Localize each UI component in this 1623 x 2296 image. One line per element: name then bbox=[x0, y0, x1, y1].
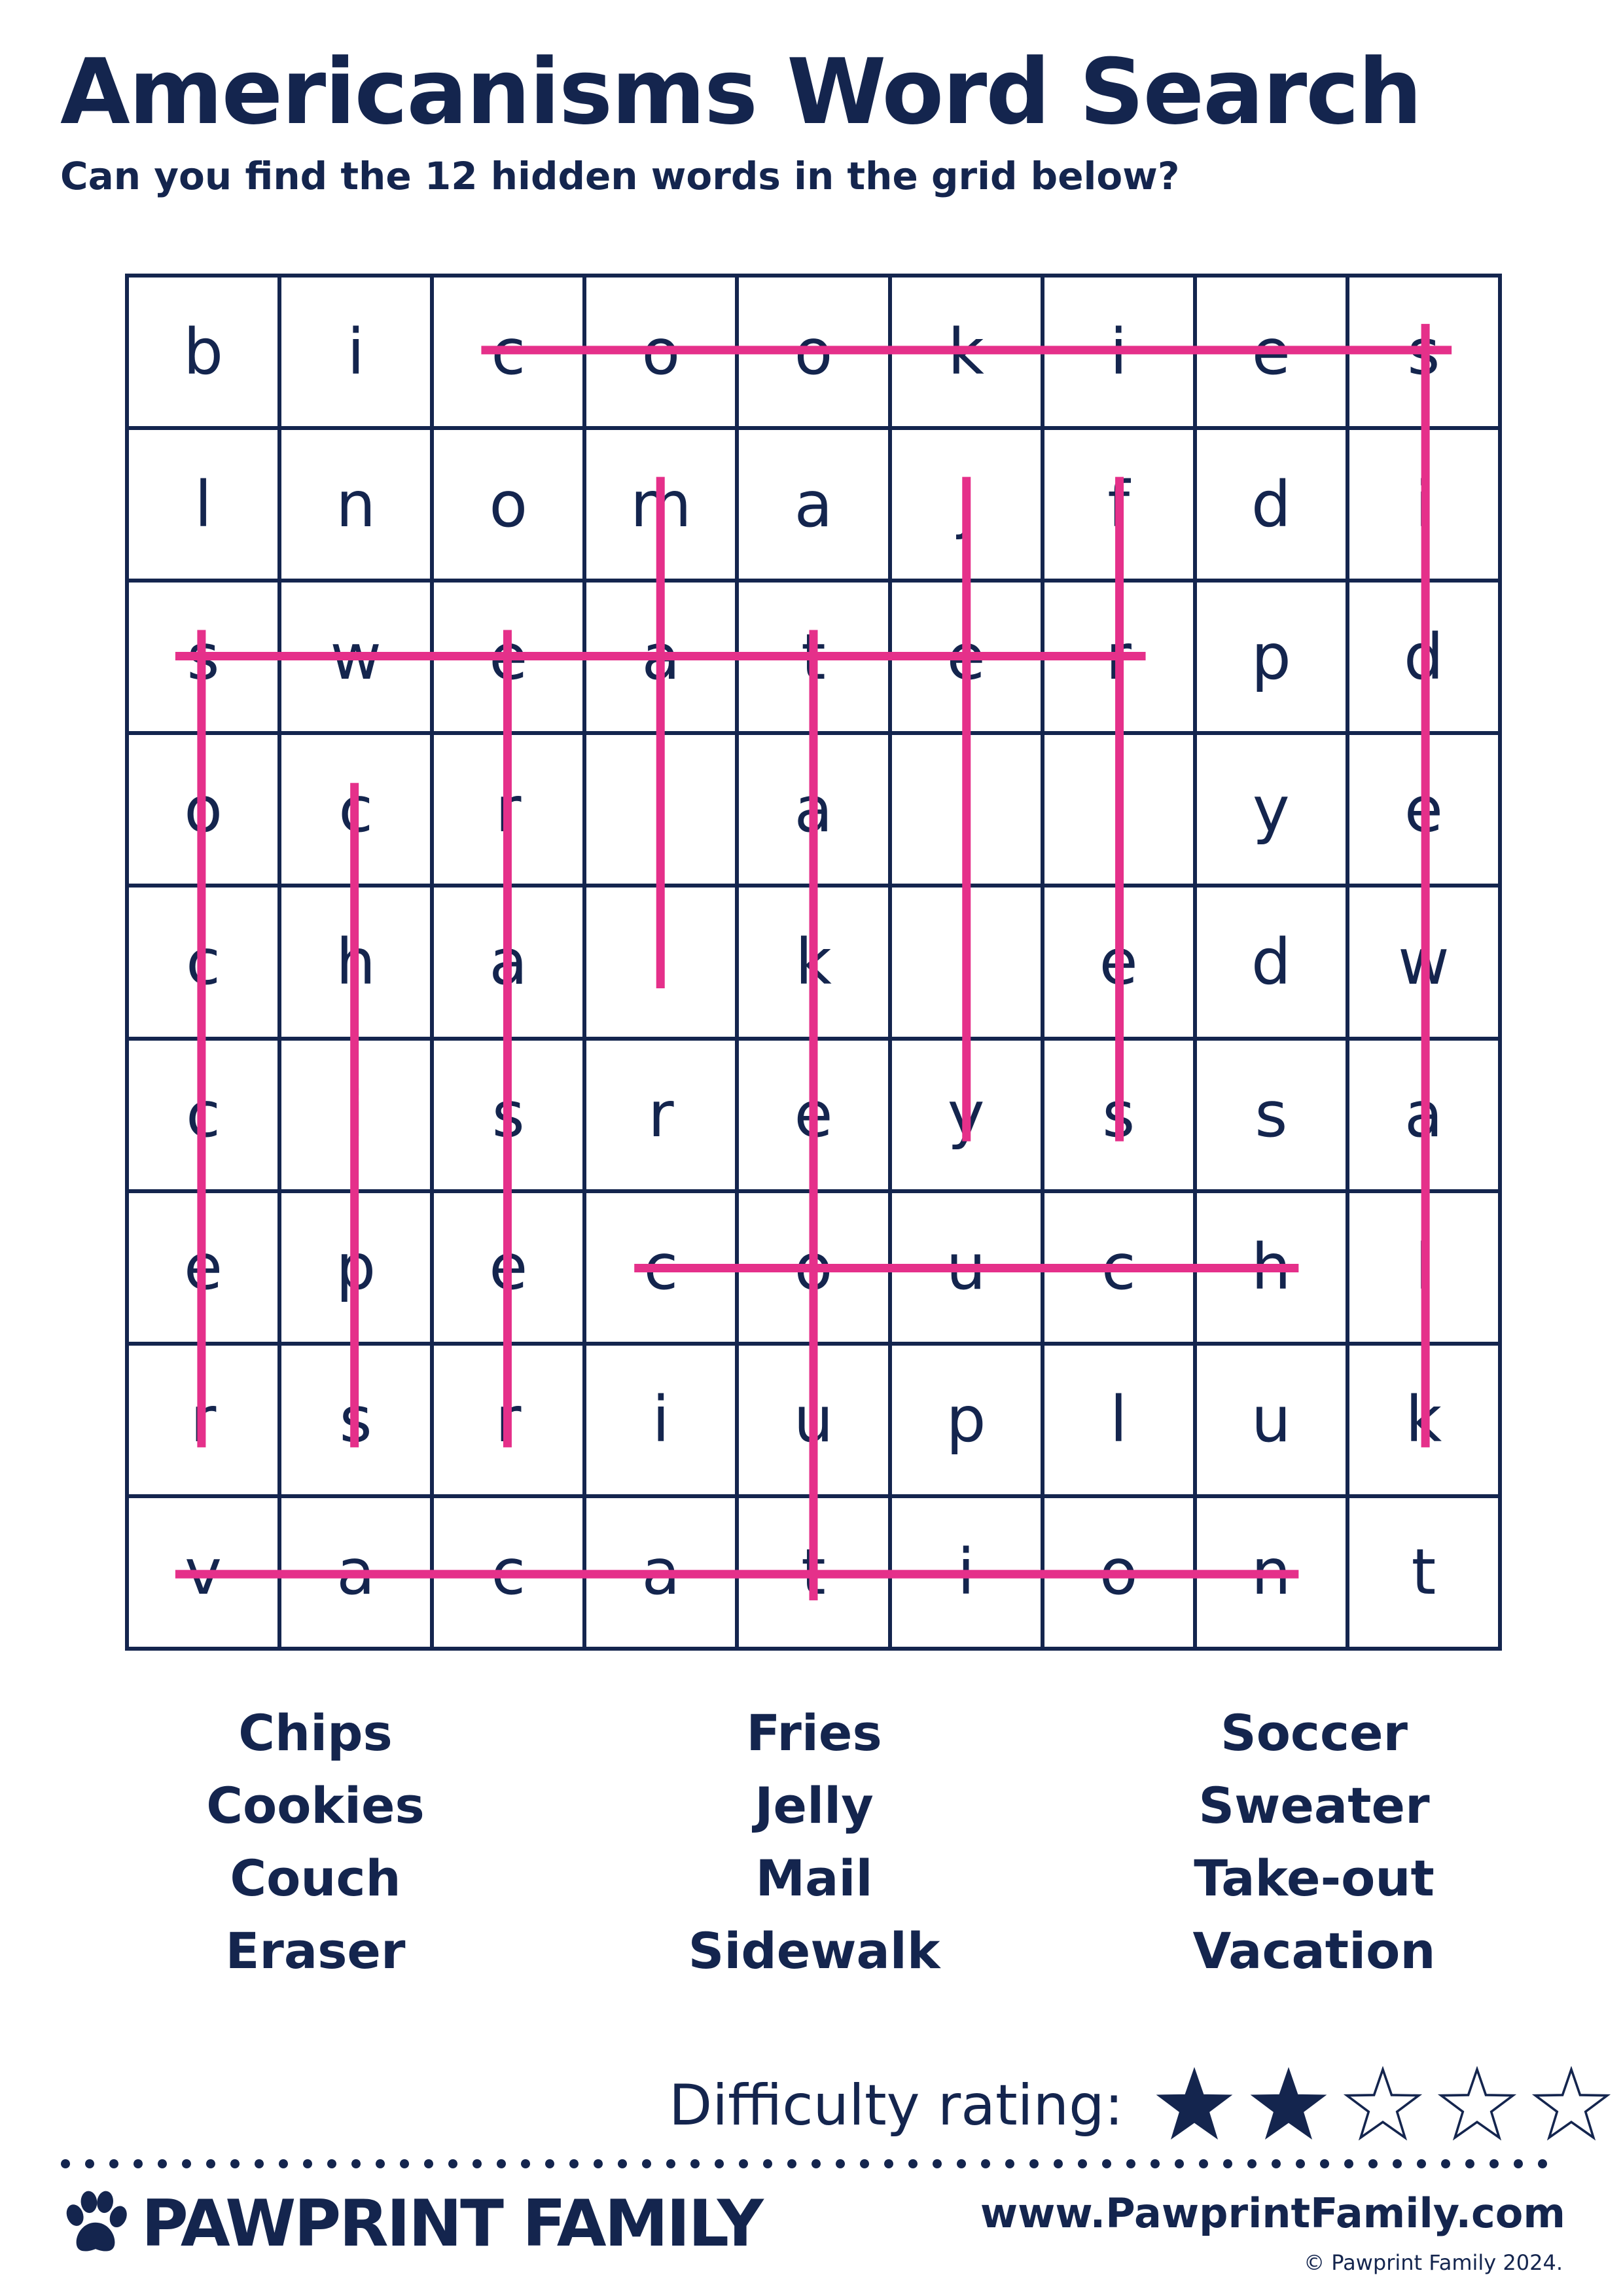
grid-cell[interactable]: n bbox=[279, 428, 432, 581]
grid-cell[interactable]: s bbox=[1195, 1039, 1347, 1191]
grid-cell[interactable]: i bbox=[279, 276, 432, 428]
page-title: Americanisms Word Search bbox=[60, 39, 1421, 145]
grid-cell[interactable]: s bbox=[1043, 1039, 1195, 1191]
grid-cell[interactable]: h bbox=[279, 886, 432, 1038]
grid-cell[interactable]: s bbox=[432, 1039, 584, 1191]
grid-cell[interactable]: i bbox=[584, 1344, 737, 1496]
grid-cell[interactable]: c bbox=[127, 1039, 279, 1191]
grid-cell[interactable]: r bbox=[584, 1039, 737, 1191]
grid-cell[interactable]: c bbox=[127, 886, 279, 1038]
grid-cell[interactable]: u bbox=[1195, 1344, 1347, 1496]
dotted-divider bbox=[60, 2157, 1565, 2170]
grid-cell[interactable]: l bbox=[584, 886, 737, 1038]
grid-cell[interactable]: d bbox=[1195, 886, 1347, 1038]
grid-cell[interactable]: e bbox=[432, 581, 584, 733]
grid-cell[interactable]: a bbox=[1347, 1039, 1500, 1191]
grid-cell[interactable]: e bbox=[737, 1039, 889, 1191]
grid-cell[interactable]: k bbox=[1347, 1344, 1500, 1496]
grid-cell[interactable]: e bbox=[890, 581, 1043, 733]
grid-cell[interactable]: r bbox=[1043, 581, 1195, 733]
word-list-item: Chips bbox=[238, 1704, 393, 1762]
website-link[interactable]: www.PawprintFamily.com bbox=[980, 2189, 1565, 2237]
grid-cell[interactable]: d bbox=[1195, 428, 1347, 581]
grid-cell[interactable]: o bbox=[127, 733, 279, 886]
star-outline-icon bbox=[1344, 2066, 1422, 2145]
grid-cell[interactable]: c bbox=[1043, 1191, 1195, 1344]
grid-cell[interactable]: u bbox=[890, 1191, 1043, 1344]
grid-cell[interactable]: n bbox=[1195, 1496, 1347, 1649]
word-list-item: Couch bbox=[230, 1849, 401, 1907]
grid-cell[interactable]: c bbox=[279, 733, 432, 886]
grid-cell[interactable]: s bbox=[127, 581, 279, 733]
word-list-item: Mail bbox=[755, 1849, 873, 1907]
grid-cell[interactable]: r bbox=[432, 733, 584, 886]
star-rating bbox=[1139, 2066, 1611, 2145]
grid-cell[interactable]: i bbox=[1347, 428, 1500, 581]
word-list-item: Vacation bbox=[1192, 1922, 1436, 1980]
grid-cell[interactable]: r bbox=[127, 1344, 279, 1496]
grid-cell[interactable]: s bbox=[279, 1344, 432, 1496]
grid-cell[interactable]: o bbox=[1043, 1496, 1195, 1649]
grid-cell[interactable]: e bbox=[1347, 733, 1500, 886]
grid-cell[interactable]: w bbox=[279, 581, 432, 733]
grid-cell[interactable]: a bbox=[432, 886, 584, 1038]
grid-cell[interactable]: i bbox=[890, 1496, 1043, 1649]
grid-cell[interactable]: i bbox=[279, 1039, 432, 1191]
word-list-item: Take-out bbox=[1194, 1849, 1435, 1907]
grid-cell[interactable]: l bbox=[890, 733, 1043, 886]
grid-cell[interactable]: e bbox=[1195, 276, 1347, 428]
copyright-text: © Pawprint Family 2024. bbox=[1304, 2250, 1563, 2275]
grid-cell[interactable]: l bbox=[1347, 1191, 1500, 1344]
grid-cell[interactable]: y bbox=[890, 1039, 1043, 1191]
grid-cell[interactable]: m bbox=[584, 428, 737, 581]
grid-cell[interactable]: j bbox=[890, 428, 1043, 581]
grid-cell[interactable]: o bbox=[737, 276, 889, 428]
pawprint-family-logo bbox=[59, 2185, 762, 2263]
grid-cell[interactable]: a bbox=[279, 1496, 432, 1649]
grid-cell[interactable]: o bbox=[737, 1191, 889, 1344]
grid-cell[interactable]: e bbox=[127, 1191, 279, 1344]
star-filled-icon bbox=[1249, 2066, 1328, 2145]
word-list-item: Soccer bbox=[1220, 1704, 1408, 1762]
grid-cell[interactable]: p bbox=[1195, 581, 1347, 733]
star-outline-icon bbox=[1532, 2066, 1611, 2145]
word-list-item: Sidewalk bbox=[688, 1922, 940, 1980]
grid-cell[interactable]: l bbox=[1043, 1344, 1195, 1496]
grid-cell[interactable]: r bbox=[432, 1344, 584, 1496]
grid-cell[interactable]: c bbox=[432, 276, 584, 428]
grid-cell[interactable]: c bbox=[584, 1191, 737, 1344]
grid-cell[interactable]: p bbox=[279, 1191, 432, 1344]
grid-cell[interactable]: l bbox=[584, 733, 737, 886]
word-list-column-1 bbox=[119, 1696, 512, 1987]
difficulty-label: Difficulty rating: bbox=[669, 2073, 1124, 2138]
star-filled-icon bbox=[1155, 2066, 1234, 2145]
grid-cell[interactable]: o bbox=[584, 276, 737, 428]
word-list-item: Cookies bbox=[206, 1776, 425, 1835]
grid-cell[interactable]: e bbox=[432, 1191, 584, 1344]
grid-cell[interactable]: i bbox=[1043, 733, 1195, 886]
page-subtitle: Can you find the 12 hidden words in the grid below? bbox=[60, 154, 1180, 198]
grid-cell[interactable]: b bbox=[127, 276, 279, 428]
grid-cell[interactable]: e bbox=[1043, 886, 1195, 1038]
grid-cell[interactable]: h bbox=[1195, 1191, 1347, 1344]
grid-cell[interactable]: p bbox=[890, 1344, 1043, 1496]
word-list-column-3 bbox=[1118, 1696, 1510, 1987]
grid-cell[interactable]: l bbox=[890, 886, 1043, 1038]
grid-cell[interactable]: k bbox=[737, 886, 889, 1038]
word-list-column-2 bbox=[618, 1696, 1010, 1987]
grid-cell[interactable]: a bbox=[584, 1496, 737, 1649]
paw-icon bbox=[59, 2187, 132, 2261]
grid-cell[interactable]: c bbox=[432, 1496, 584, 1649]
grid-cell[interactable]: i bbox=[1043, 276, 1195, 428]
grid-cell[interactable]: a bbox=[737, 428, 889, 581]
word-list-item: Sweater bbox=[1198, 1776, 1430, 1835]
grid-cell[interactable]: k bbox=[890, 276, 1043, 428]
star-outline-icon bbox=[1438, 2066, 1516, 2145]
word-list-item: Jelly bbox=[755, 1776, 874, 1835]
grid-cell[interactable]: t bbox=[737, 581, 889, 733]
difficulty-rating bbox=[669, 2070, 1611, 2142]
grid-cell[interactable]: t bbox=[1347, 1496, 1500, 1649]
grid-cell[interactable]: u bbox=[737, 1344, 889, 1496]
grid-cell[interactable]: y bbox=[1195, 733, 1347, 886]
grid-cell[interactable]: o bbox=[432, 428, 584, 581]
grid-cell[interactable]: v bbox=[127, 1496, 279, 1649]
grid-cell[interactable]: l bbox=[127, 428, 279, 581]
word-search-grid bbox=[125, 274, 1502, 1651]
word-list-item: Eraser bbox=[225, 1922, 406, 1980]
grid-cell[interactable]: w bbox=[1347, 886, 1500, 1038]
grid-cell[interactable]: t bbox=[737, 1496, 889, 1649]
logo-text: PAWPRINT FAMILY bbox=[141, 2187, 762, 2261]
grid-cell[interactable]: a bbox=[737, 733, 889, 886]
grid-cell[interactable]: a bbox=[584, 581, 737, 733]
grid-cell[interactable]: s bbox=[1347, 276, 1500, 428]
grid-cell[interactable]: f bbox=[1043, 428, 1195, 581]
grid-cell[interactable]: d bbox=[1347, 581, 1500, 733]
word-list-item: Fries bbox=[746, 1704, 882, 1762]
